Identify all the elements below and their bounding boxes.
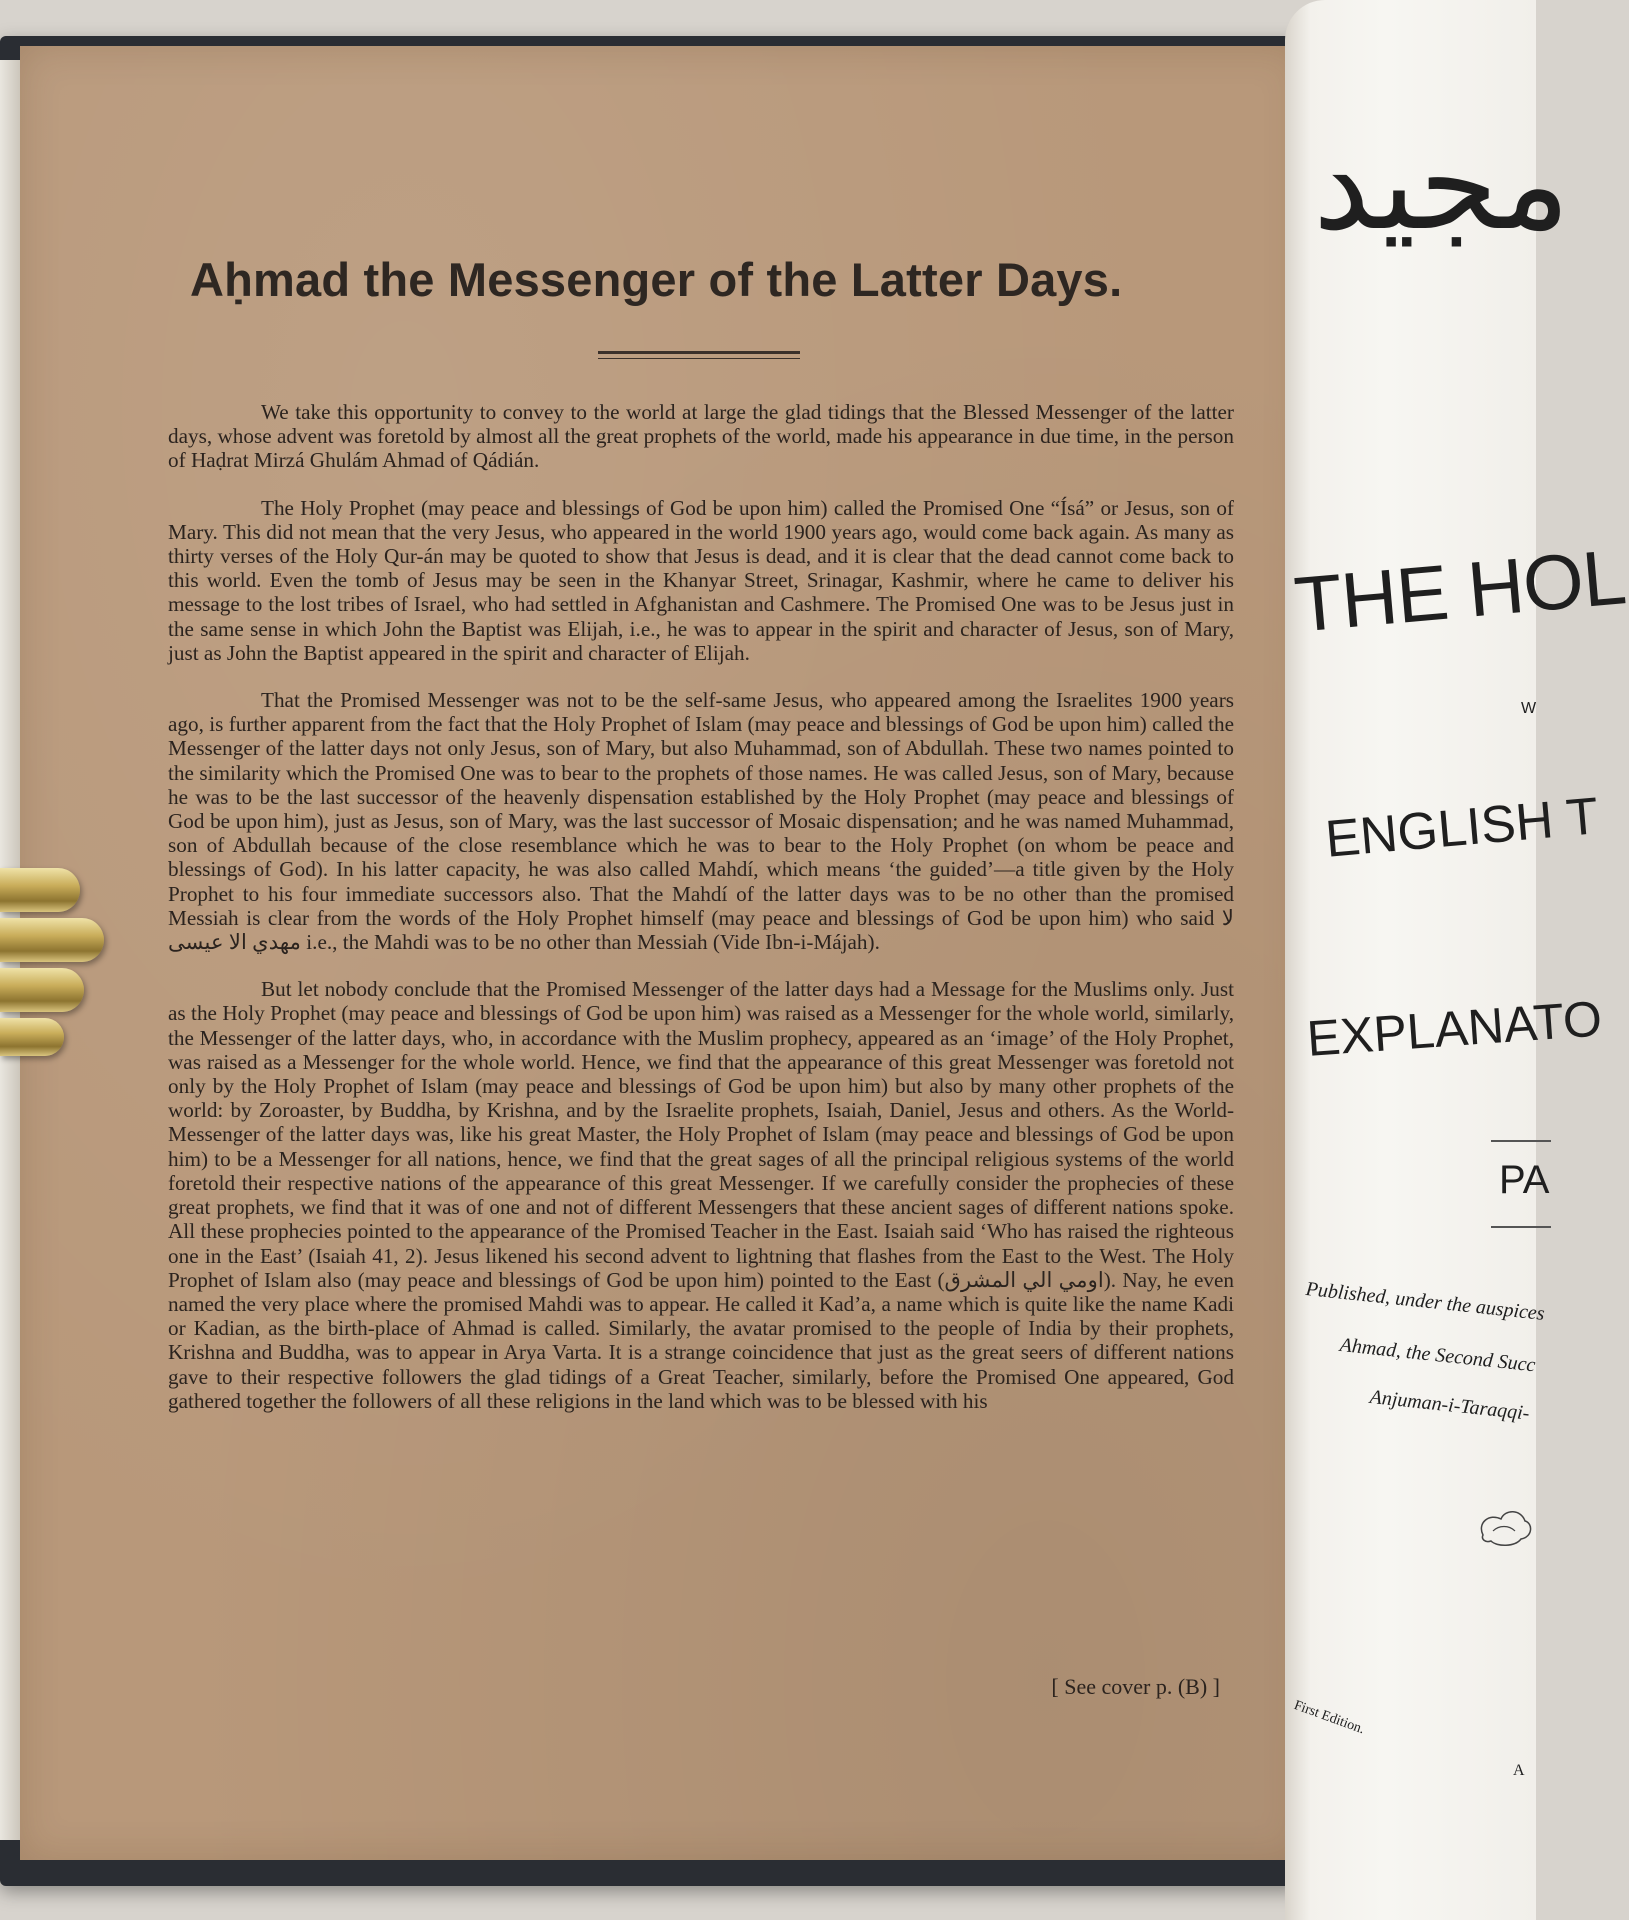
paragraph-2: The Holy Prophet (may peace and blessings of God be upon him) called the Promised One “Ísá” or Jesus, son of Mary. This did not mean that the very Jesus, who appeared in the world 1900 years ago, would come back again. As many as thirty verses of the Holy Qur-án may be quoted to show that Jesus is dead, and it is clear that the dead cannot come back to this world. Even the tomb of Jesus may be seen in the Khanyar Street, Srinagar, Kashmir, where he came to deliver his message to the lost tribes of Israel, who had settled in Afghanistan and Cashmere. The Promised One was to be Jesus just in the same sense in which John the Baptist was Elijah, i.e., he was to appear in the spirit and character of Jesus, son of Mary, just as John the Baptist appeared in the spirit and character of Elijah. <box>168 495 1234 665</box>
title-page-english: ENGLISH T <box>1323 787 1601 869</box>
flower-ornament-icon <box>1475 1505 1535 1549</box>
paragraph-1: We take this opportunity to convey to the world at large the glad tidings that the Blessed Messenger of the latter days, whose advent was foretold by almost all the great prophets of the world, made his appearance in due time, in the person of Haḍrat Mirzá Ghulám Ahmad of Qádián. <box>168 400 1234 473</box>
brass-clip-finger <box>0 968 84 1012</box>
title-page <box>1285 0 1629 1920</box>
see-cover-note: [ See cover p. (B) ] <box>1051 1674 1220 1699</box>
brass-clip-finger <box>0 1018 64 1056</box>
arabic-title: مجيد <box>1313 110 1570 259</box>
title-page-ahmad: Ahmad, the Second Succ <box>1338 1334 1537 1377</box>
title-page-explanatory: EXPLANATO <box>1305 990 1604 1067</box>
title-page-rule <box>1491 1140 1551 1142</box>
title-page-part: PA <box>1499 1158 1550 1202</box>
title-page-published: Published, under the auspices <box>1304 1278 1546 1325</box>
first-edition-label: First Edition. <box>1291 1698 1367 1738</box>
body-text <box>168 400 1234 1413</box>
brass-clip-finger <box>0 868 80 912</box>
title-page-a: A <box>1513 1762 1525 1779</box>
brass-clip-finger <box>0 918 104 962</box>
title-page-heading: THE HOL <box>1291 532 1629 649</box>
page-title: Aḥmad the Messenger of the Latter Days. <box>190 253 1123 306</box>
title-page-anjuman: Anjuman-i-Taraqqi- <box>1368 1386 1531 1425</box>
title-rule-thick <box>598 351 800 354</box>
paragraph-4: But let nobody conclude that the Promised Messenger of the latter days had a Message for the Muslims only. Just as the Holy Prophet (may peace and blessings of God be upon him) was raised as a Messenger for the whole world, similarly, the Messenger of the latter days, who, in accordance with the Muslim prophecy, appeared as an ‘image’ of the Holy Prophet, was raised as a Messenger for the whole world. Hence, we find that the appearance of this great Messenger was foretold not only by the Holy Prophet of Islam (may peace and blessings of God be upon him) but also by many other prophets of the world: by Zoroaster, by Buddha, by Krishna, and by the Israelite prophets, Isaiah, Daniel, Jesus and others. As the World-Messenger of the latter days was, like his great Master, the Holy Prophet of Islam (may peace and blessings of God be upon him) to be a Messenger for all nations, hence, we find that the great sages of all the principal religious systems of the world foretold their respective nations of the appearance of this great Messenger. If we carefully consider the prophecies of these great prophets, we find that it was of one and not of different Messengers that these ancient sages of different nations spoke. All these prophecies pointed to the appearance of the Promised Teacher in the East. Isaiah said ‘Who has raised the righteous one in the East’ (Isaiah 41, 2). Jesus likened his second advent to lightning that flashes from the East to the West. The Holy Prophet of Islam also (may peace and blessings of God be upon him) pointed to the East (اومي الي المشرق). Nay, he even named the very place where the promised Mahdi was to appear. He called it Kad’a, a name which is quite like the name Kadi or Kadian, as the birth-place of Ahmad is called. Similarly, the avatar promised to the people of India by their prophets, Krishna and Buddha, was to appear in Arya Varta. It is a strange coincidence that just as the great seers of different nations gave to their respective followers the glad tidings of a Great Teacher, similarly, before the Promised One appeared, God gathered together the followers of all these religions in the land which was to be blessed with his <box>168 977 1234 1413</box>
title-rule-thin <box>598 358 800 359</box>
title-page-w: W <box>1521 700 1537 717</box>
title-page-rule <box>1491 1226 1551 1228</box>
paragraph-3: That the Promised Messenger was not to be the self-same Jesus, who appeared among the Israelites 1900 years ago, is further apparent from the fact that the Holy Prophet of Islam (may peace and blessings of God be upon him) called the Messenger of the latter days not only Jesus, son of Mary, but also Muhammad, son of Abdullah. These two names pointed to the similarity which the Promised One was to bear to the prophets of those names. He was called Jesus, son of Mary, because he was to be the last successor of the heavenly dispensation established by the Holy Prophet (may peace and blessings of God be upon him), just as Jesus, son of Mary, was the last successor of Mosaic dispensation; and he was named Muhammad, son of Abdullah because of the close resemblance which he was to bear to the Holy Prophet (on whom be peace and blessings of God). In his latter capacity, he was also called Mahdí, which means ‘the guided’—a title given by the Holy Prophet to his four immediate successors also. That the Mahdí of the latter days was to be no other than the promised Messiah is clear from the words of the Holy Prophet himself (may peace and blessings of God be upon him) who said لا مهدي الا عيسى i.e., the Mahdi was to be no other than Messiah (Vide Ibn-i-Májah). <box>168 688 1234 955</box>
